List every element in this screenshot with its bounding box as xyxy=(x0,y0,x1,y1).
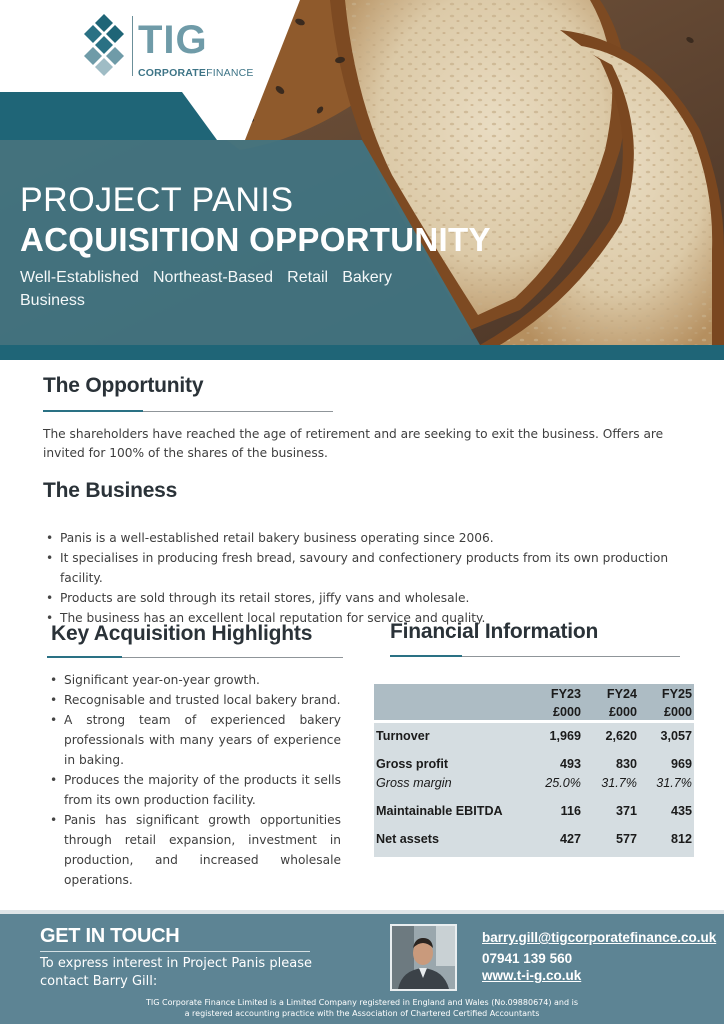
cell-fy25: 969 xyxy=(670,757,692,771)
hero-banner xyxy=(0,0,724,360)
legal-line-2: a registered accounting practice with the Association of Chartered Certified Accountants xyxy=(184,1009,540,1018)
cell-fy25: 812 xyxy=(670,832,692,846)
list-item: • The business has an excellent local reputation for service and quality. xyxy=(43,608,703,628)
cell-fy24: 31.7% xyxy=(601,776,637,790)
row-label: Net assets xyxy=(376,832,440,846)
list-item: • Produces the majority of the products it sells from its own production facility. xyxy=(47,770,341,810)
financial-table xyxy=(374,684,694,857)
column-year-fy23: FY23 xyxy=(550,687,581,701)
opportunity-text: The shareholders have reached the age of retirement and are seeking to exit the business. Offers are invited for 100% of the shares of the business. xyxy=(43,427,664,460)
row-label: Gross profit xyxy=(376,757,449,771)
cell-fy24: 2,620 xyxy=(605,729,637,743)
table-row-net-assets xyxy=(374,832,694,851)
row-label: Maintainable EBITDA xyxy=(376,804,503,818)
cell-fy23: 25.0% xyxy=(545,776,581,790)
cell-fy23: 1,969 xyxy=(549,729,581,743)
table-header xyxy=(374,684,694,720)
row-label: Turnover xyxy=(376,729,430,743)
diamond-logo-icon xyxy=(80,12,128,78)
cell-fy24: 577 xyxy=(615,832,637,846)
contact-email-link[interactable]: barry.gill@tigcorporatefinance.co.uk xyxy=(482,930,717,945)
column-unit-fy25: £000 xyxy=(663,705,692,719)
hero-description: Well-Established Northeast-Based Retail Bakery Business xyxy=(20,269,392,309)
business-heading: The Business xyxy=(43,479,178,502)
table-row-ebitda xyxy=(374,804,694,823)
list-item: • Panis has significant growth opportunities through retail expansion, investment in production, and increased wholesale operations. xyxy=(47,810,341,890)
list-item: • Panis is a well-established retail bakery business operating since 2006. xyxy=(43,528,703,548)
cell-fy23: 427 xyxy=(559,832,581,846)
logo-brand: TIG xyxy=(138,18,208,62)
contact-phone: 07941 139 560 xyxy=(482,951,573,966)
financial-heading: Financial Information xyxy=(390,620,599,643)
logo-tagline xyxy=(138,67,254,79)
opportunity-heading: The Opportunity xyxy=(43,374,204,397)
logo-tagline-thin: FINANCE xyxy=(206,67,254,79)
list-item: • Significant year-on-year growth. xyxy=(47,670,341,690)
list-item: • A strong team of experienced bakery professionals with many years of experience in baking. xyxy=(47,710,341,770)
column-unit-fy23: £000 xyxy=(552,705,581,719)
get-in-touch-text: To express interest in Project Panis please contact Barry Gill: xyxy=(40,956,312,989)
contact-photo xyxy=(390,924,457,991)
cell-fy24: 830 xyxy=(615,757,637,771)
highlights-rule-accent xyxy=(47,656,122,658)
highlights-list xyxy=(47,670,341,890)
cell-fy25: 3,057 xyxy=(660,729,692,743)
table-row-gross-margin xyxy=(374,776,694,795)
table-row-gross-profit xyxy=(374,757,694,776)
cell-fy23: 116 xyxy=(560,804,581,818)
hero-title: ACQUISITION OPPORTUNITY xyxy=(20,221,491,258)
list-item: • Products are sold through its retail stores, jiffy vans and wholesale. xyxy=(43,588,703,608)
logo-divider xyxy=(132,16,133,76)
column-year-fy25: FY25 xyxy=(661,687,692,701)
get-in-touch-heading: GET IN TOUCH xyxy=(40,925,180,947)
person-avatar-icon xyxy=(392,926,455,989)
table-body xyxy=(374,723,694,857)
opportunity-rule-accent xyxy=(43,410,143,412)
hero-bottom-bar xyxy=(0,345,724,360)
cell-fy24: 371 xyxy=(615,804,637,818)
column-unit-fy24: £000 xyxy=(608,705,637,719)
business-list xyxy=(43,528,703,628)
list-item: • Recognisable and trusted local bakery brand. xyxy=(47,690,341,710)
footer-top-line xyxy=(0,910,724,914)
cell-fy23: 493 xyxy=(559,757,581,771)
list-item: • It specialises in producing fresh bread, savoury and confectionery products from its own production facility. xyxy=(43,548,703,588)
cell-fy25: 435 xyxy=(670,804,692,818)
legal-line-1: TIG Corporate Finance Limited is a Limited Company registered in England and Wales (No.09880674) and is xyxy=(146,998,578,1007)
project-name: PROJECT PANIS xyxy=(20,181,294,219)
contact-website-link[interactable]: www.t-i-g.co.uk xyxy=(482,968,582,983)
logo-tagline-bold: CORPORATE xyxy=(138,67,207,79)
tig-logo xyxy=(80,12,254,82)
table-row-turnover xyxy=(374,729,694,748)
column-year-fy24: FY24 xyxy=(606,687,637,701)
financial-rule-accent xyxy=(390,655,462,657)
row-label: Gross margin xyxy=(376,776,452,790)
get-in-touch-rule xyxy=(40,951,310,952)
cell-fy25: 31.7% xyxy=(656,776,692,790)
highlights-heading: Key Acquisition Highlights xyxy=(51,622,313,645)
